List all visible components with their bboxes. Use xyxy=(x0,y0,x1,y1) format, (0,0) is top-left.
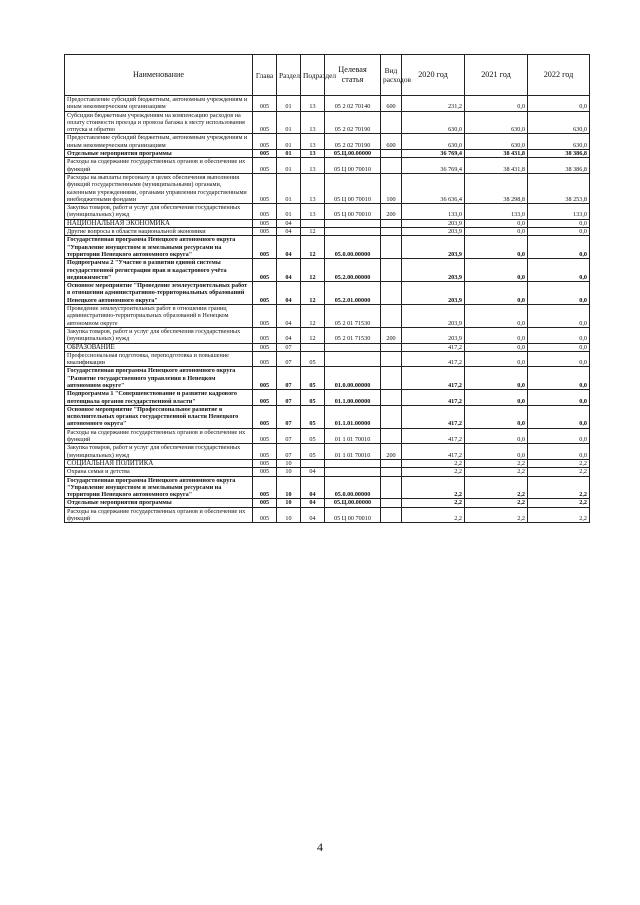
cell-2020: 2,2 xyxy=(402,468,465,476)
cell-glava: 005 xyxy=(253,150,277,158)
cell-2021: 630,0 xyxy=(465,134,528,150)
cell-2020: 231,2 xyxy=(402,96,465,112)
cell-podrazdel: 05 xyxy=(301,405,325,428)
cell-vid: 600 xyxy=(381,134,402,150)
cell-vid xyxy=(381,259,402,282)
cell-name: Государственная программа Ненецкого автономного округа "Управление имуществом и земельными ресурсами на территории Ненецкого автономного округа" xyxy=(65,236,253,259)
cell-2021: 0,0 xyxy=(465,96,528,112)
cell-vid xyxy=(381,390,402,406)
cell-razdel: 04 xyxy=(277,327,301,343)
cell-2020: 417,2 xyxy=(402,444,465,460)
cell-name: Закупка товаров, работ и услуг для обеспечения государственных (муниципальных) нужд xyxy=(65,444,253,460)
cell-2021: 0,0 xyxy=(465,390,528,406)
cell-2022: 38 386,8 xyxy=(528,158,590,174)
cell-2021: 2,2 xyxy=(465,507,528,523)
table-row xyxy=(65,367,590,390)
cell-razdel: 04 xyxy=(277,305,301,328)
table-body xyxy=(65,96,590,523)
cell-2020: 203,9 xyxy=(402,228,465,236)
cell-vid xyxy=(381,305,402,328)
page-number: 4 xyxy=(317,840,323,854)
cell-statya: 05.2.01.00000 xyxy=(325,282,381,305)
cell-glava: 005 xyxy=(253,444,277,460)
table-row xyxy=(65,499,590,507)
header-glava: Глава xyxy=(253,55,277,96)
cell-podrazdel: 12 xyxy=(301,327,325,343)
cell-2022: 2,2 xyxy=(528,499,590,507)
cell-vid xyxy=(381,150,402,158)
cell-glava: 005 xyxy=(253,305,277,328)
cell-name: Проведение землеустроительных работ в отношении границ административно-территориальных образований в Ненецком автономном округе xyxy=(65,305,253,328)
table-row xyxy=(65,111,590,134)
cell-2020: 203,9 xyxy=(402,282,465,305)
cell-2020: 203,9 xyxy=(402,236,465,259)
cell-2020: 630,0 xyxy=(402,134,465,150)
cell-podrazdel: 04 xyxy=(301,476,325,499)
cell-vid xyxy=(381,158,402,174)
cell-statya: 01.1.00.00000 xyxy=(325,390,381,406)
cell-podrazdel: 05 xyxy=(301,367,325,390)
cell-2020: 417,2 xyxy=(402,343,465,351)
cell-2020: 36 769,4 xyxy=(402,158,465,174)
cell-2022: 0,0 xyxy=(528,343,590,351)
cell-statya: 05 2 02 70140 xyxy=(325,96,381,112)
cell-name: Основное мероприятие "Проведение землеустроительных работ в отношении административно-территориальных образований Ненецкого автономного округа" xyxy=(65,282,253,305)
cell-name: ОБРАЗОВАНИЕ xyxy=(65,343,253,351)
cell-podrazdel: 12 xyxy=(301,259,325,282)
cell-name: Подпрограмма 1 "Совершенствование и развитие кадрового потенциала органов государственной власти" xyxy=(65,390,253,406)
cell-razdel: 10 xyxy=(277,468,301,476)
cell-name: НАЦИОНАЛЬНАЯ ЭКОНОМИКА xyxy=(65,219,253,227)
header-2020: 2020 год xyxy=(402,55,465,96)
cell-glava: 005 xyxy=(253,499,277,507)
cell-glava: 005 xyxy=(253,459,277,467)
cell-glava: 005 xyxy=(253,228,277,236)
cell-razdel: 10 xyxy=(277,507,301,523)
cell-2021: 0,0 xyxy=(465,282,528,305)
cell-name: Расходы на содержание государственных органов и обеспечение их функций xyxy=(65,507,253,523)
cell-vid xyxy=(381,428,402,444)
cell-glava: 005 xyxy=(253,476,277,499)
table-row xyxy=(65,259,590,282)
cell-podrazdel: 12 xyxy=(301,305,325,328)
cell-2021: 133,0 xyxy=(465,204,528,220)
cell-razdel: 07 xyxy=(277,343,301,351)
cell-2020: 417,2 xyxy=(402,405,465,428)
cell-podrazdel: 12 xyxy=(301,282,325,305)
cell-2022: 133,0 xyxy=(528,204,590,220)
cell-razdel: 04 xyxy=(277,228,301,236)
cell-2022: 0,0 xyxy=(528,305,590,328)
cell-razdel: 01 xyxy=(277,134,301,150)
cell-2022: 0,0 xyxy=(528,444,590,460)
cell-razdel: 01 xyxy=(277,96,301,112)
cell-razdel: 01 xyxy=(277,150,301,158)
cell-name: СОЦИАЛЬНАЯ ПОЛИТИКА xyxy=(65,459,253,467)
cell-razdel: 07 xyxy=(277,390,301,406)
cell-statya: 05 Ц 00 70010 xyxy=(325,507,381,523)
cell-2020: 203,9 xyxy=(402,259,465,282)
cell-statya: 05.0.00.00000 xyxy=(325,236,381,259)
cell-2020: 36 636,4 xyxy=(402,173,465,203)
cell-statya: 01.0.00.00000 xyxy=(325,367,381,390)
table-row xyxy=(65,476,590,499)
cell-statya xyxy=(325,351,381,367)
table-row xyxy=(65,236,590,259)
cell-2021: 2,2 xyxy=(465,459,528,467)
cell-2022: 38 253,8 xyxy=(528,173,590,203)
cell-glava: 005 xyxy=(253,204,277,220)
cell-2021: 2,2 xyxy=(465,468,528,476)
cell-2022: 0,0 xyxy=(528,259,590,282)
cell-podrazdel: 13 xyxy=(301,134,325,150)
cell-2022: 0,0 xyxy=(528,390,590,406)
cell-podrazdel: 13 xyxy=(301,158,325,174)
cell-razdel: 10 xyxy=(277,476,301,499)
header-razdel: Раздел xyxy=(277,55,301,96)
cell-vid: 200 xyxy=(381,204,402,220)
cell-name: Предоставление субсидий бюджетным, автономным учреждениям и иным некоммерческим организациям xyxy=(65,134,253,150)
table-row xyxy=(65,327,590,343)
cell-vid xyxy=(381,476,402,499)
table-row xyxy=(65,390,590,406)
cell-statya: 05.Ц.00.00000 xyxy=(325,499,381,507)
cell-glava: 005 xyxy=(253,259,277,282)
cell-vid xyxy=(381,351,402,367)
cell-podrazdel: 04 xyxy=(301,499,325,507)
cell-razdel: 10 xyxy=(277,459,301,467)
table-row xyxy=(65,204,590,220)
cell-statya xyxy=(325,468,381,476)
table-row xyxy=(65,173,590,203)
cell-glava: 005 xyxy=(253,507,277,523)
cell-glava: 005 xyxy=(253,158,277,174)
table-row xyxy=(65,150,590,158)
cell-vid xyxy=(381,499,402,507)
cell-2022: 0,0 xyxy=(528,219,590,227)
cell-2022: 0,0 xyxy=(528,327,590,343)
cell-podrazdel: 12 xyxy=(301,236,325,259)
table-row xyxy=(65,468,590,476)
cell-razdel: 04 xyxy=(277,259,301,282)
cell-vid xyxy=(381,468,402,476)
cell-2020: 417,2 xyxy=(402,351,465,367)
cell-vid xyxy=(381,111,402,134)
cell-razdel: 04 xyxy=(277,236,301,259)
cell-vid: 200 xyxy=(381,327,402,343)
cell-2021: 0,0 xyxy=(465,259,528,282)
cell-name: Государственная программа Ненецкого автономного округа "Управление имуществом и земельными ресурсами на территории Ненецкого автономного округа" xyxy=(65,476,253,499)
table-row xyxy=(65,405,590,428)
cell-statya xyxy=(325,459,381,467)
cell-razdel: 10 xyxy=(277,499,301,507)
cell-podrazdel: 13 xyxy=(301,150,325,158)
cell-2021: 0,0 xyxy=(465,351,528,367)
cell-2021: 0,0 xyxy=(465,327,528,343)
cell-podrazdel: 13 xyxy=(301,96,325,112)
cell-statya xyxy=(325,228,381,236)
cell-glava: 005 xyxy=(253,134,277,150)
cell-name: Субсидии бюджетным учреждениям на компенсацию расходов на оплату стоимости проезда и провоза багажа к месту использования отпуска и обратно xyxy=(65,111,253,134)
cell-statya: 05.Ц.00.00000 xyxy=(325,150,381,158)
cell-2022: 2,2 xyxy=(528,459,590,467)
cell-vid: 200 xyxy=(381,444,402,460)
cell-2021: 0,0 xyxy=(465,219,528,227)
cell-glava: 005 xyxy=(253,282,277,305)
cell-2022: 630,0 xyxy=(528,111,590,134)
cell-name: Расходы на выплаты персоналу в целях обеспечения выполнения функций государственными (муниципальными) органами, казенными учреждениями, органами управления государственными внебюджетными фондами xyxy=(65,173,253,203)
cell-razdel: 07 xyxy=(277,351,301,367)
cell-2020: 133,0 xyxy=(402,204,465,220)
budget-table xyxy=(64,54,590,523)
cell-2022: 2,2 xyxy=(528,476,590,499)
table-row xyxy=(65,343,590,351)
cell-vid xyxy=(381,236,402,259)
cell-podrazdel: 05 xyxy=(301,390,325,406)
header-statya: Целевая статья xyxy=(325,55,381,96)
cell-vid xyxy=(381,459,402,467)
cell-2020: 417,2 xyxy=(402,390,465,406)
cell-name: Профессиональная подготовка, переподготовка и повышение квалификации xyxy=(65,351,253,367)
cell-razdel: 07 xyxy=(277,367,301,390)
cell-2020: 2,2 xyxy=(402,459,465,467)
cell-vid: 600 xyxy=(381,96,402,112)
cell-2021: 0,0 xyxy=(465,367,528,390)
cell-2022: 2,2 xyxy=(528,507,590,523)
cell-podrazdel xyxy=(301,459,325,467)
cell-2022: 0,0 xyxy=(528,282,590,305)
cell-podrazdel xyxy=(301,343,325,351)
cell-razdel: 01 xyxy=(277,204,301,220)
cell-statya: 01.1.01.00000 xyxy=(325,405,381,428)
cell-2020: 2,2 xyxy=(402,507,465,523)
cell-razdel: 01 xyxy=(277,173,301,203)
cell-2022: 0,0 xyxy=(528,96,590,112)
cell-name: Охрана семьи и детства xyxy=(65,468,253,476)
cell-2020: 2,2 xyxy=(402,476,465,499)
cell-2021: 0,0 xyxy=(465,236,528,259)
cell-2022: 0,0 xyxy=(528,428,590,444)
cell-podrazdel xyxy=(301,219,325,227)
cell-podrazdel: 12 xyxy=(301,228,325,236)
cell-podrazdel: 13 xyxy=(301,204,325,220)
cell-statya: 05.2.00.00000 xyxy=(325,259,381,282)
cell-name: Предоставление субсидий бюджетным, автономным учреждениям и иным некоммерческим организациям xyxy=(65,96,253,112)
cell-name: Отдельные мероприятия программы xyxy=(65,150,253,158)
cell-2020: 417,2 xyxy=(402,428,465,444)
cell-2021: 0,0 xyxy=(465,343,528,351)
cell-razdel: 07 xyxy=(277,405,301,428)
cell-glava: 005 xyxy=(253,327,277,343)
cell-podrazdel: 13 xyxy=(301,173,325,203)
cell-statya: 05 2 02 70190 xyxy=(325,134,381,150)
table-row xyxy=(65,96,590,112)
cell-2021: 0,0 xyxy=(465,305,528,328)
table-row xyxy=(65,228,590,236)
cell-name: Отдельные мероприятия программы xyxy=(65,499,253,507)
cell-2022: 0,0 xyxy=(528,228,590,236)
cell-2020: 203,9 xyxy=(402,305,465,328)
cell-statya xyxy=(325,219,381,227)
cell-2022: 0,0 xyxy=(528,236,590,259)
cell-2021: 2,2 xyxy=(465,476,528,499)
table-row xyxy=(65,305,590,328)
cell-glava: 005 xyxy=(253,390,277,406)
cell-razdel: 01 xyxy=(277,111,301,134)
cell-podrazdel: 04 xyxy=(301,468,325,476)
cell-2021: 0,0 xyxy=(465,444,528,460)
cell-2021: 38 431,8 xyxy=(465,150,528,158)
cell-2021: 0,0 xyxy=(465,405,528,428)
cell-vid xyxy=(381,282,402,305)
cell-2020: 203,9 xyxy=(402,219,465,227)
table-row xyxy=(65,351,590,367)
cell-glava: 005 xyxy=(253,111,277,134)
cell-2020: 630,0 xyxy=(402,111,465,134)
cell-statya: 05.0.00.00000 xyxy=(325,476,381,499)
cell-name: Государственная программа Ненецкого автономного округа "Развитие государственного управления в Ненецком автономном округе" xyxy=(65,367,253,390)
cell-vid xyxy=(381,228,402,236)
table-row xyxy=(65,158,590,174)
table-row xyxy=(65,444,590,460)
cell-2022: 630,0 xyxy=(528,134,590,150)
cell-podrazdel: 05 xyxy=(301,444,325,460)
cell-statya: 05 2 01 71530 xyxy=(325,327,381,343)
cell-2020: 36 769,4 xyxy=(402,150,465,158)
table-row xyxy=(65,282,590,305)
cell-2021: 38 431,8 xyxy=(465,158,528,174)
cell-2022: 0,0 xyxy=(528,405,590,428)
cell-glava: 005 xyxy=(253,219,277,227)
cell-vid xyxy=(381,405,402,428)
cell-podrazdel: 05 xyxy=(301,351,325,367)
cell-razdel: 01 xyxy=(277,158,301,174)
cell-name: Другие вопросы в области национальной экономики xyxy=(65,228,253,236)
cell-name: Расходы на содержание государственных органов и обеспечение их функций xyxy=(65,428,253,444)
cell-2020: 2,2 xyxy=(402,499,465,507)
cell-2021: 0,0 xyxy=(465,228,528,236)
cell-name: Подпрограмма 2 "Участие в развитии единой системы государственной регистрации прав и кадастрового учёта недвижимости" xyxy=(65,259,253,282)
cell-2021: 630,0 xyxy=(465,111,528,134)
table-row xyxy=(65,134,590,150)
cell-podrazdel: 04 xyxy=(301,507,325,523)
cell-razdel: 04 xyxy=(277,282,301,305)
cell-2021: 2,2 xyxy=(465,499,528,507)
cell-glava: 005 xyxy=(253,367,277,390)
cell-statya: 05 Ц 00 70010 xyxy=(325,158,381,174)
header-podrazdel: Подраздел xyxy=(301,55,325,96)
cell-name: Закупка товаров, работ и услуг для обеспечения государственных (муниципальных) нужд xyxy=(65,327,253,343)
cell-statya: 05 Ц 00 70010 xyxy=(325,173,381,203)
cell-2022: 2,2 xyxy=(528,468,590,476)
cell-name: Закупка товаров, работ и услуг для обеспечения государственных (муниципальных) нужд xyxy=(65,204,253,220)
table-row xyxy=(65,507,590,523)
cell-2022: 0,0 xyxy=(528,367,590,390)
cell-glava: 005 xyxy=(253,236,277,259)
header-name: Наименование xyxy=(65,55,253,96)
cell-2021: 38 298,8 xyxy=(465,173,528,203)
cell-glava: 005 xyxy=(253,405,277,428)
table-row xyxy=(65,459,590,467)
cell-glava: 005 xyxy=(253,351,277,367)
cell-podrazdel: 13 xyxy=(301,111,325,134)
cell-statya: 01 1 01 70010 xyxy=(325,428,381,444)
cell-name: Расходы на содержание государственных органов и обеспечение их функций xyxy=(65,158,253,174)
cell-razdel: 07 xyxy=(277,444,301,460)
cell-2022: 0,0 xyxy=(528,351,590,367)
header-2022: 2022 год xyxy=(528,55,590,96)
table-row xyxy=(65,428,590,444)
header-2021: 2021 год xyxy=(465,55,528,96)
cell-statya xyxy=(325,343,381,351)
cell-glava: 005 xyxy=(253,428,277,444)
cell-razdel: 07 xyxy=(277,428,301,444)
table-row xyxy=(65,219,590,227)
cell-razdel: 04 xyxy=(277,219,301,227)
cell-glava: 005 xyxy=(253,468,277,476)
cell-name: Основное мероприятие "Профессиональное развитие в исполнительных органах государственной власти Ненецкого автономного округа" xyxy=(65,405,253,428)
cell-statya: 05 2 02 70190 xyxy=(325,111,381,134)
header-vid: Вид расходов xyxy=(381,55,402,96)
cell-vid xyxy=(381,219,402,227)
cell-2021: 0,0 xyxy=(465,428,528,444)
cell-2022: 38 386,8 xyxy=(528,150,590,158)
cell-2020: 417,2 xyxy=(402,367,465,390)
cell-glava: 005 xyxy=(253,343,277,351)
cell-2020: 203,9 xyxy=(402,327,465,343)
cell-statya: 05 2 01 71530 xyxy=(325,305,381,328)
cell-vid xyxy=(381,507,402,523)
cell-glava: 005 xyxy=(253,173,277,203)
table-header-row xyxy=(65,55,590,96)
cell-vid: 100 xyxy=(381,173,402,203)
cell-statya: 05 Ц 00 70010 xyxy=(325,204,381,220)
cell-glava: 005 xyxy=(253,96,277,112)
cell-statya: 01 1 01 70010 xyxy=(325,444,381,460)
cell-podrazdel: 05 xyxy=(301,428,325,444)
cell-vid xyxy=(381,343,402,351)
cell-vid xyxy=(381,367,402,390)
